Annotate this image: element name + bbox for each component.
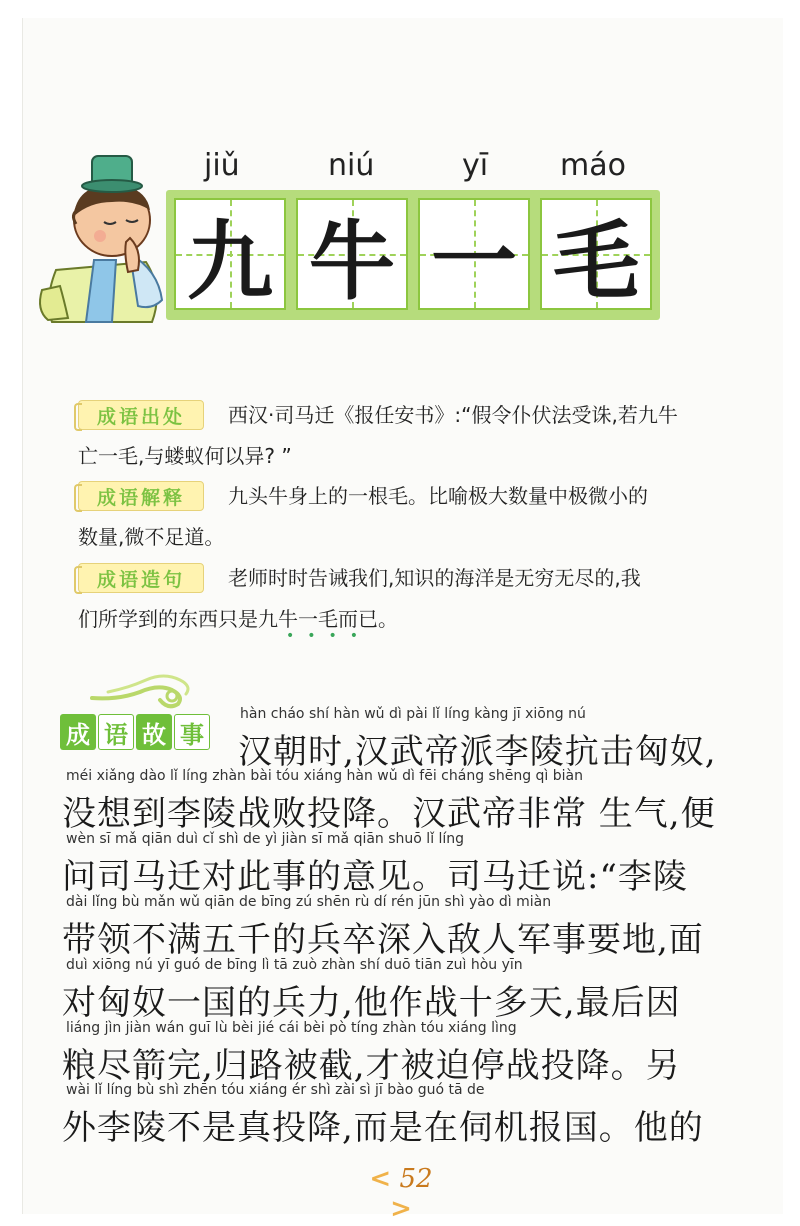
- title-cell: [296, 198, 408, 310]
- title-pinyin: jiǔ: [204, 148, 240, 183]
- meaning-text: [78, 476, 728, 558]
- title-pinyin: máo: [560, 148, 626, 183]
- example-text-line: 老师时时告诫我们,知识的海洋是无穷无尽的,我: [228, 566, 641, 590]
- story-hanzi: 没想到李陵战败投降。汉武帝非常 生气,便: [62, 794, 716, 834]
- story-line: [62, 1020, 722, 1086]
- meaning-tag: 成语解释: [78, 481, 204, 511]
- title-char: 牛: [309, 212, 395, 312]
- example-tag: 成语造句: [78, 563, 204, 593]
- story-pinyin: liáng jìn jiàn wán guī lù bèi jié cái bèi pò tíng zhàn tóu xiáng lìng: [66, 1020, 517, 1036]
- story-line: [62, 706, 722, 772]
- story-line: [62, 894, 722, 960]
- story-tag-char: 事: [174, 714, 210, 750]
- title-cell: [540, 198, 652, 310]
- story-hanzi: 粮尽箭完,归路被截,才被迫停战投降。另: [62, 1046, 681, 1086]
- emphasis-dots: ••••: [286, 628, 372, 644]
- story-hanzi: 汉朝时,汉武帝派李陵抗击匈奴,: [238, 732, 717, 772]
- meaning-text-line: 数量,微不足道。: [78, 525, 225, 549]
- title-cell: [174, 198, 286, 310]
- story-hanzi: 带领不满五千的兵卒深入敌人军事要地,面: [62, 920, 704, 960]
- page-number: [356, 1164, 446, 1224]
- story-hanzi: 外李陵不是真投降,而是在伺机报国。他的: [62, 1108, 704, 1148]
- title-pinyin-row: [0, 148, 800, 188]
- story-pinyin: wèn sī mǎ qiān duì cǐ shì de yì jiàn sī mǎ qiān shuō lǐ líng: [66, 831, 465, 847]
- story-tag-char: 故: [136, 714, 172, 750]
- story-line: [62, 957, 722, 1023]
- title-char: 毛: [553, 212, 639, 312]
- story-line: [62, 831, 722, 897]
- title-pinyin: niú: [328, 148, 375, 183]
- story-pinyin: méi xiǎng dào lǐ líng zhàn bài tóu xiáng hàn wǔ dì fēi cháng shēng qì biàn: [66, 768, 583, 784]
- title-grid: [166, 190, 660, 320]
- source-text-line: 亡一毛,与蝼蚁何以异? ”: [78, 444, 292, 468]
- example-text-line: 们所学到的东西只是九牛一毛而已。: [78, 607, 398, 631]
- story-tag-char: 语: [98, 714, 134, 750]
- left-arrow-icon: <: [369, 1164, 392, 1194]
- cloud-ornament-icon: [88, 670, 198, 710]
- example-text: [78, 558, 728, 640]
- source-tag: 成语出处: [78, 400, 204, 430]
- story-line: [62, 768, 722, 834]
- title-char: 九: [187, 212, 273, 312]
- meaning-text-line: 九头牛身上的一根毛。比喻极大数量中极微小的: [228, 484, 648, 508]
- story-pinyin: wài lǐ líng bù shì zhēn tóu xiáng ér shì zài sì jī bào guó tā de: [66, 1082, 485, 1098]
- right-arrow-icon: >: [390, 1194, 412, 1224]
- source-text-line: 西汉·司马迁《报任安书》:“假令仆伏法受诛,若九牛: [228, 403, 678, 427]
- page-number-value: 52: [399, 1164, 433, 1194]
- story-pinyin: dài lǐng bù mǎn wǔ qiān de bīng zú shēn rù dí rén jūn shì yào dì miàn: [66, 894, 552, 910]
- story-hanzi: 对匈奴一国的兵力,他作战十多天,最后因: [62, 983, 681, 1023]
- title-char: 一: [431, 212, 517, 312]
- story-tag-char: 成: [60, 714, 96, 750]
- title-cell: [418, 198, 530, 310]
- story-pinyin: duì xiōng nú yī guó de bīng lì tā zuò zhàn shí duō tiān zuì hòu yīn: [66, 957, 523, 973]
- story-line: [62, 1082, 722, 1148]
- source-text: [78, 395, 728, 477]
- story-pinyin: hàn cháo shí hàn wǔ dì pài lǐ líng kàng jī xiōng nú: [240, 706, 586, 722]
- title-pinyin: yī: [462, 148, 489, 183]
- story-hanzi: 问司马迁对此事的意见。司马迁说:“李陵: [62, 857, 688, 897]
